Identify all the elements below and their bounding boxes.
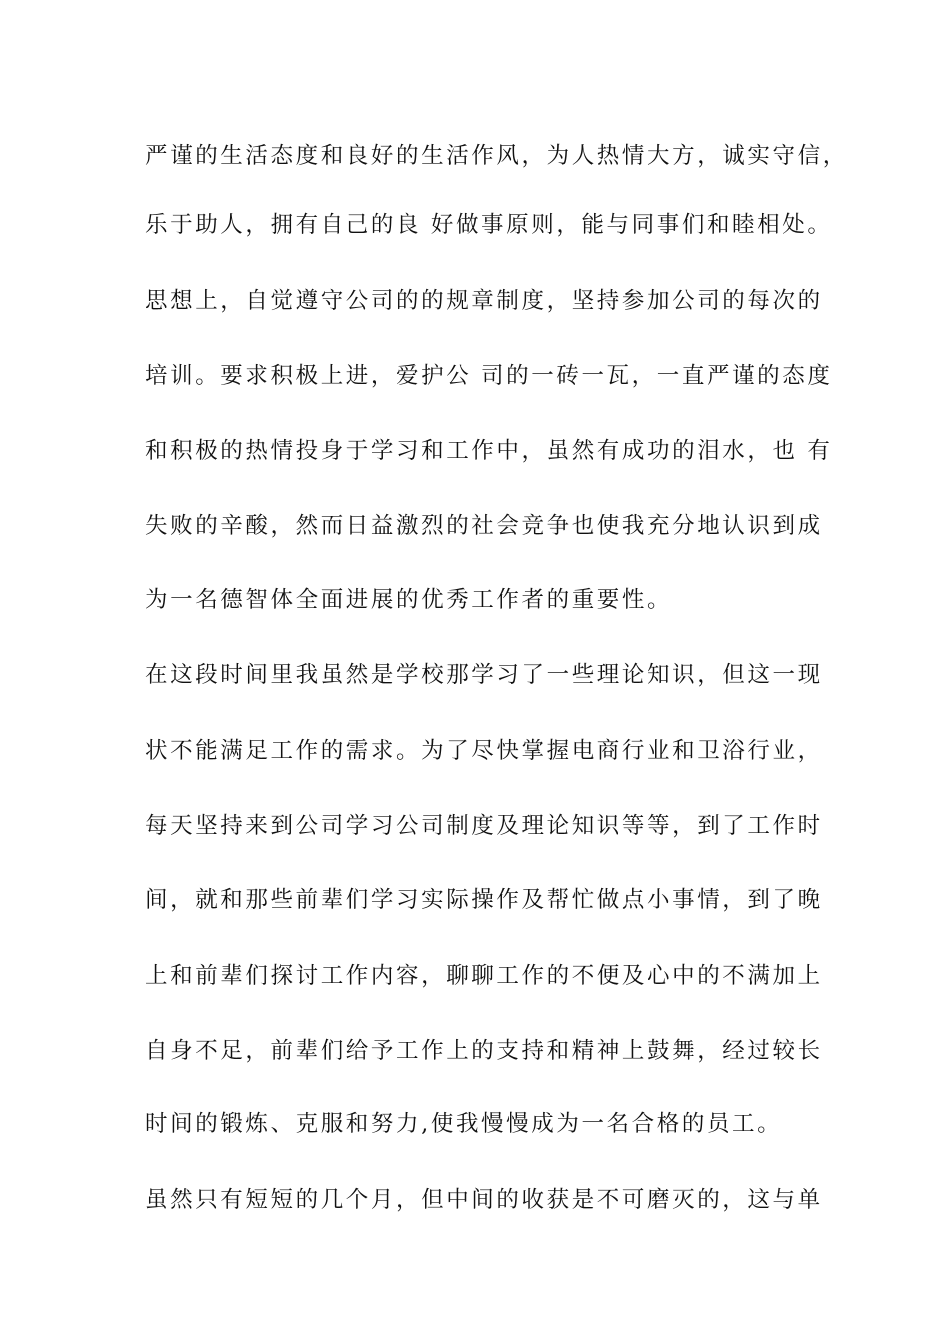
text-line: 和积极的热情投身于学习和工作中，虽然有成功的泪水，也 有 xyxy=(145,438,833,464)
text-line: 每天坚持来到公司学习公司制度及理论知识等等，到了工作时 xyxy=(145,813,823,839)
text-line: 思想上，自觉遵守公司的的规章制度，坚持参加公司的每次的 xyxy=(145,288,823,314)
text-line: 间，就和那些前辈们学习实际操作及帮忙做点小事情，到了晚 xyxy=(145,887,823,913)
text-line: 为一名德智体全面进展的优秀工作者的重要性。 xyxy=(145,587,673,613)
text-line: 时间的锻炼、克服和努力,使我慢慢成为一名合格的员工。 xyxy=(145,1111,783,1137)
text-line: 严谨的生活态度和良好的生活作风，为人热情大方，诚实守信， xyxy=(145,143,848,169)
text-line: 上和前辈们探讨工作内容，聊聊工作的不便及心中的不满加上 xyxy=(145,963,823,989)
text-line: 乐于助人，拥有自己的良 好做事原则，能与同事们和睦相处。 xyxy=(145,212,833,238)
text-line: 自身不足，前辈们给予工作上的支持和精神上鼓舞，经过较长 xyxy=(145,1038,823,1064)
text-line: 状不能满足工作的需求。为了尽快掌握电商行业和卫浴行业， xyxy=(145,738,823,764)
text-line: 在这段时间里我虽然是学校那学习了一些理论知识，但这一现 xyxy=(145,662,823,688)
text-line: 失败的辛酸，然而日益激烈的社会竞争也使我充分地认识到成 xyxy=(145,513,823,539)
text-line: 培训。要求积极上进，爱护公 司的一砖一瓦，一直严谨的态度 xyxy=(145,363,833,389)
text-line: 虽然只有短短的几个月，但中间的收获是不可磨灭的，这与单 xyxy=(145,1187,823,1213)
